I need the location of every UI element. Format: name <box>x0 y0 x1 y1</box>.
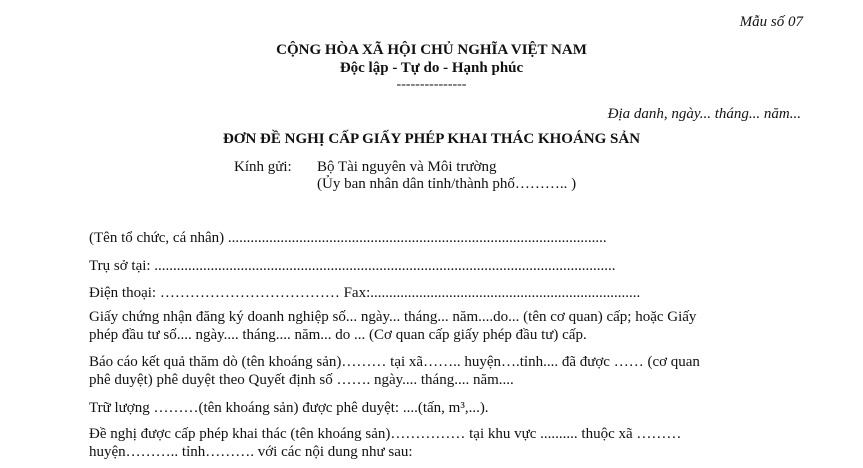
nation-heading: CỘNG HÒA XÃ HỘI CHỦ NGHĨA VIỆT NAM <box>276 42 587 58</box>
recipient-line-2: (Ủy ban nhân dân tỉnh/thành phố……….. ) <box>317 176 577 192</box>
registration-line-1: Giấy chứng nhận đăng ký doanh nghiệp số... ngày... tháng... năm....do... (tên cơ quan) cấp; hoặc Giấy <box>89 309 697 325</box>
org-name-line: (Tên tổ chức, cá nhân) ..................................................................................................... <box>89 230 607 246</box>
form-number: Mẫu số 07 <box>739 14 803 30</box>
report-line-2: phê duyệt) phê duyệt theo Quyết định số ……. ngày.... tháng.... năm.... <box>89 372 514 388</box>
phone-fax-line: Điện thoại: ……………………………… Fax:........................................................................ <box>89 285 641 301</box>
recipient-label: Kính gửi: <box>234 159 292 175</box>
header-separator: --------------- <box>396 77 467 92</box>
address-line: Trụ sở tại: ........................................................................................................................... <box>89 258 616 274</box>
reserve-line: Trữ lượng ………(tên khoáng sản) được phê duyệt: ....(tấn, m³,...). <box>89 400 489 416</box>
request-line-2: huyện……….. tỉnh………. với các nội dung như sau: <box>89 444 413 460</box>
place-date: Địa danh, ngày... tháng... năm... <box>607 106 801 122</box>
motto: Độc lập - Tự do - Hạnh phúc <box>339 60 524 76</box>
document-title: ĐƠN ĐỀ NGHỊ CẤP GIẤY PHÉP KHAI THÁC KHOÁNG SẢN <box>222 131 641 147</box>
request-line-1: Đề nghị được cấp phép khai thác (tên khoáng sản)…………… tại khu vực .......... thuộc xã ……… <box>89 426 682 442</box>
report-line-1: Báo cáo kết quả thăm dò (tên khoáng sản)……… tại xã…….. huyện….tỉnh.... đã được …… (cơ quan <box>89 354 700 370</box>
registration-line-2: phép đầu tư số.... ngày.... tháng.... năm... do ... (Cơ quan cấp giấy phép đầu tư) cấp. <box>89 327 587 343</box>
recipient-line-1: Bộ Tài nguyên và Môi trường <box>317 159 497 175</box>
